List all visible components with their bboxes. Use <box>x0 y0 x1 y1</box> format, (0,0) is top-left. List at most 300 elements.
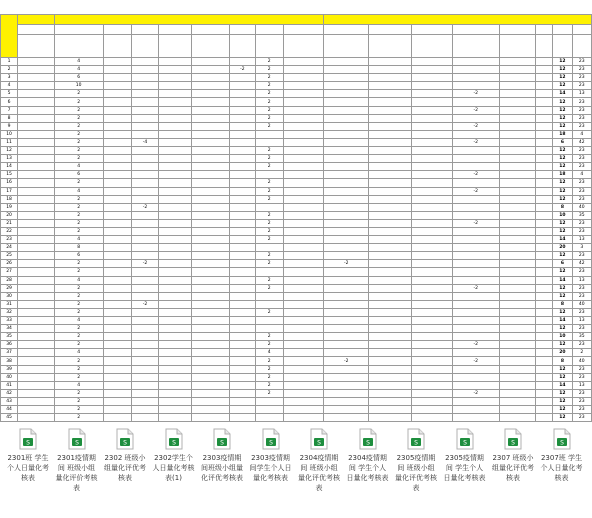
score-cell[interactable] <box>283 317 324 325</box>
score-cell[interactable] <box>283 260 324 268</box>
student-name-cell[interactable] <box>18 414 54 422</box>
score-cell[interactable] <box>369 203 412 211</box>
score-cell[interactable] <box>191 98 230 106</box>
student-name-cell[interactable] <box>18 122 54 130</box>
score-cell[interactable] <box>499 284 535 292</box>
score-cell[interactable] <box>230 414 256 422</box>
score-cell[interactable] <box>159 389 191 397</box>
score-cell[interactable] <box>536 373 553 381</box>
score-cell[interactable] <box>131 406 159 414</box>
score-cell[interactable] <box>283 163 324 171</box>
score-cell[interactable] <box>324 58 369 66</box>
student-name-cell[interactable] <box>18 300 54 308</box>
score-cell[interactable] <box>230 90 256 98</box>
score-cell[interactable] <box>131 211 159 219</box>
student-name-cell[interactable] <box>18 244 54 252</box>
score-cell[interactable]: 2 <box>54 365 103 373</box>
row-number-cell[interactable]: 23 <box>1 236 18 244</box>
student-name-cell[interactable] <box>18 341 54 349</box>
score-cell[interactable] <box>369 365 412 373</box>
row-number-cell[interactable]: 19 <box>1 203 18 211</box>
score-cell[interactable]: 2 <box>54 414 103 422</box>
score-cell[interactable] <box>159 414 191 422</box>
score-cell[interactable] <box>412 227 453 235</box>
total-score-cell[interactable]: 12 <box>553 122 572 130</box>
score-cell[interactable] <box>230 333 256 341</box>
score-cell[interactable] <box>230 325 256 333</box>
student-name-cell[interactable] <box>18 179 54 187</box>
score-cell[interactable] <box>159 122 191 130</box>
score-cell[interactable] <box>369 373 412 381</box>
score-cell[interactable] <box>283 308 324 316</box>
score-cell[interactable] <box>324 333 369 341</box>
row-number-cell[interactable]: 38 <box>1 357 18 365</box>
score-cell[interactable] <box>452 300 499 308</box>
rank-cell[interactable]: 35 <box>572 333 591 341</box>
score-cell[interactable] <box>499 227 535 235</box>
row-number-cell[interactable]: 30 <box>1 292 18 300</box>
score-cell[interactable] <box>191 155 230 163</box>
score-cell[interactable] <box>412 260 453 268</box>
score-cell[interactable] <box>536 268 553 276</box>
score-cell[interactable] <box>159 276 191 284</box>
total-score-cell[interactable]: 12 <box>553 219 572 227</box>
score-cell[interactable]: 2 <box>54 106 103 114</box>
score-cell[interactable] <box>103 98 131 106</box>
score-cell[interactable] <box>230 74 256 82</box>
score-cell[interactable] <box>255 171 283 179</box>
score-cell[interactable] <box>324 406 369 414</box>
score-cell[interactable] <box>159 292 191 300</box>
file-item[interactable] <box>6 428 50 483</box>
header-spacer[interactable] <box>572 25 591 35</box>
file-item[interactable] <box>443 428 487 483</box>
score-cell[interactable] <box>191 219 230 227</box>
score-cell[interactable] <box>103 373 131 381</box>
score-cell[interactable] <box>103 187 131 195</box>
score-cell[interactable] <box>103 58 131 66</box>
rank-cell[interactable]: 23 <box>572 219 591 227</box>
score-cell[interactable]: 2 <box>54 219 103 227</box>
score-cell[interactable] <box>159 317 191 325</box>
score-cell[interactable] <box>536 341 553 349</box>
rank-cell[interactable]: 23 <box>572 58 591 66</box>
score-cell[interactable] <box>324 147 369 155</box>
student-name-cell[interactable] <box>18 276 54 284</box>
score-cell[interactable] <box>369 268 412 276</box>
score-cell[interactable]: -2 <box>452 90 499 98</box>
score-cell[interactable] <box>230 155 256 163</box>
header-spacer[interactable] <box>230 25 256 35</box>
score-cell[interactable] <box>131 187 159 195</box>
score-cell[interactable] <box>131 365 159 373</box>
score-cell[interactable] <box>412 130 453 138</box>
score-cell[interactable]: 2 <box>54 155 103 163</box>
score-cell[interactable] <box>536 252 553 260</box>
score-cell[interactable] <box>369 90 412 98</box>
score-cell[interactable] <box>369 292 412 300</box>
score-cell[interactable] <box>283 66 324 74</box>
score-cell[interactable]: -2 <box>452 341 499 349</box>
score-cell[interactable] <box>369 138 412 146</box>
score-cell[interactable]: 2 <box>54 308 103 316</box>
score-cell[interactable] <box>230 268 256 276</box>
score-cell[interactable] <box>499 203 535 211</box>
score-cell[interactable] <box>412 300 453 308</box>
score-cell[interactable] <box>536 114 553 122</box>
score-cell[interactable] <box>324 211 369 219</box>
score-cell[interactable] <box>324 365 369 373</box>
score-cell[interactable] <box>131 252 159 260</box>
score-cell[interactable] <box>191 163 230 171</box>
score-cell[interactable] <box>103 414 131 422</box>
score-cell[interactable] <box>230 211 256 219</box>
score-cell[interactable] <box>324 179 369 187</box>
file-item[interactable] <box>200 428 244 483</box>
score-cell[interactable] <box>369 106 412 114</box>
score-cell[interactable] <box>159 58 191 66</box>
total-score-cell[interactable]: 12 <box>553 389 572 397</box>
score-cell[interactable] <box>131 195 159 203</box>
score-cell[interactable] <box>191 308 230 316</box>
student-name-cell[interactable] <box>18 90 54 98</box>
score-cell[interactable] <box>191 276 230 284</box>
score-cell[interactable] <box>536 122 553 130</box>
score-cell[interactable] <box>159 300 191 308</box>
score-cell[interactable] <box>412 397 453 405</box>
score-cell[interactable] <box>103 155 131 163</box>
score-cell[interactable] <box>255 130 283 138</box>
score-cell[interactable] <box>536 365 553 373</box>
total-score-cell[interactable]: 6 <box>553 260 572 268</box>
score-cell[interactable] <box>255 138 283 146</box>
column-header[interactable] <box>499 35 535 58</box>
rank-cell[interactable]: 23 <box>572 82 591 90</box>
score-cell[interactable] <box>283 357 324 365</box>
column-header[interactable] <box>412 35 453 58</box>
row-number-cell[interactable]: 1 <box>1 58 18 66</box>
score-cell[interactable] <box>499 187 535 195</box>
score-cell[interactable] <box>412 308 453 316</box>
total-score-cell[interactable]: 20 <box>553 244 572 252</box>
score-cell[interactable] <box>283 74 324 82</box>
score-cell[interactable] <box>324 171 369 179</box>
score-cell[interactable] <box>103 66 131 74</box>
total-score-cell[interactable]: 14 <box>553 236 572 244</box>
score-cell[interactable] <box>324 292 369 300</box>
total-score-cell[interactable]: 12 <box>553 195 572 203</box>
score-cell[interactable] <box>536 244 553 252</box>
score-cell[interactable] <box>131 308 159 316</box>
score-cell[interactable] <box>283 365 324 373</box>
score-cell[interactable] <box>499 349 535 357</box>
score-cell[interactable] <box>452 406 499 414</box>
student-name-cell[interactable] <box>18 227 54 235</box>
score-cell[interactable]: 2 <box>54 130 103 138</box>
score-cell[interactable] <box>159 211 191 219</box>
score-cell[interactable] <box>369 227 412 235</box>
score-cell[interactable] <box>103 292 131 300</box>
score-cell[interactable]: 4 <box>54 317 103 325</box>
score-cell[interactable]: 4 <box>54 349 103 357</box>
score-cell[interactable] <box>412 357 453 365</box>
score-cell[interactable] <box>324 317 369 325</box>
total-score-cell[interactable]: 18 <box>553 130 572 138</box>
score-cell[interactable]: 6 <box>54 74 103 82</box>
score-cell[interactable] <box>230 300 256 308</box>
score-cell[interactable]: 2 <box>255 357 283 365</box>
score-cell[interactable] <box>131 389 159 397</box>
score-cell[interactable] <box>452 325 499 333</box>
score-cell[interactable] <box>131 90 159 98</box>
score-cell[interactable] <box>499 397 535 405</box>
score-cell[interactable] <box>324 397 369 405</box>
total-score-cell[interactable]: 12 <box>553 74 572 82</box>
total-score-cell[interactable]: 18 <box>553 171 572 179</box>
score-cell[interactable] <box>103 138 131 146</box>
score-cell[interactable] <box>499 406 535 414</box>
row-number-cell[interactable]: 2 <box>1 66 18 74</box>
rank-cell[interactable]: 2 <box>572 349 591 357</box>
score-cell[interactable] <box>103 406 131 414</box>
score-cell[interactable] <box>536 236 553 244</box>
score-cell[interactable]: 2 <box>54 114 103 122</box>
score-cell[interactable] <box>499 236 535 244</box>
score-cell[interactable] <box>499 130 535 138</box>
score-cell[interactable]: 2 <box>255 260 283 268</box>
score-cell[interactable] <box>230 58 256 66</box>
rank-cell[interactable]: 23 <box>572 187 591 195</box>
score-cell[interactable] <box>131 227 159 235</box>
score-cell[interactable] <box>283 58 324 66</box>
score-cell[interactable] <box>191 397 230 405</box>
rank-cell[interactable]: 40 <box>572 300 591 308</box>
score-cell[interactable] <box>159 187 191 195</box>
score-cell[interactable] <box>536 98 553 106</box>
row-number-cell[interactable]: 39 <box>1 365 18 373</box>
score-cell[interactable] <box>283 122 324 130</box>
score-cell[interactable]: -4 <box>131 138 159 146</box>
score-cell[interactable]: 2 <box>54 147 103 155</box>
total-score-cell[interactable]: 20 <box>553 349 572 357</box>
score-cell[interactable] <box>191 236 230 244</box>
student-name-cell[interactable] <box>18 333 54 341</box>
score-cell[interactable] <box>412 406 453 414</box>
score-cell[interactable] <box>324 325 369 333</box>
score-cell[interactable] <box>499 333 535 341</box>
row-number-cell[interactable]: 6 <box>1 98 18 106</box>
score-cell[interactable] <box>230 381 256 389</box>
score-cell[interactable] <box>536 219 553 227</box>
score-cell[interactable]: 2 <box>54 333 103 341</box>
student-name-cell[interactable] <box>18 130 54 138</box>
score-cell[interactable] <box>536 130 553 138</box>
row-number-cell[interactable]: 35 <box>1 333 18 341</box>
rank-cell[interactable]: 13 <box>572 276 591 284</box>
score-cell[interactable] <box>230 227 256 235</box>
total-score-cell[interactable]: 14 <box>553 381 572 389</box>
score-cell[interactable] <box>283 147 324 155</box>
score-cell[interactable] <box>283 236 324 244</box>
score-cell[interactable] <box>131 381 159 389</box>
score-cell[interactable] <box>324 82 369 90</box>
score-cell[interactable]: 2 <box>54 373 103 381</box>
score-cell[interactable] <box>369 406 412 414</box>
score-cell[interactable] <box>369 414 412 422</box>
total-score-cell[interactable]: 8 <box>553 357 572 365</box>
score-cell[interactable] <box>103 236 131 244</box>
rank-cell[interactable]: 23 <box>572 74 591 82</box>
row-number-cell[interactable]: 21 <box>1 219 18 227</box>
score-cell[interactable] <box>412 179 453 187</box>
score-cell[interactable] <box>103 357 131 365</box>
score-cell[interactable] <box>191 373 230 381</box>
score-cell[interactable] <box>499 74 535 82</box>
score-cell[interactable] <box>412 414 453 422</box>
score-cell[interactable] <box>369 381 412 389</box>
score-cell[interactable] <box>499 219 535 227</box>
total-score-cell[interactable]: 6 <box>553 138 572 146</box>
score-cell[interactable] <box>369 284 412 292</box>
file-item[interactable] <box>103 428 147 483</box>
row-number-cell[interactable]: 20 <box>1 211 18 219</box>
score-cell[interactable] <box>499 58 535 66</box>
score-cell[interactable]: -2 <box>452 357 499 365</box>
score-cell[interactable] <box>412 106 453 114</box>
score-cell[interactable] <box>452 58 499 66</box>
score-cell[interactable] <box>191 179 230 187</box>
score-cell[interactable]: 2 <box>54 268 103 276</box>
score-cell[interactable] <box>283 325 324 333</box>
score-cell[interactable] <box>369 397 412 405</box>
score-cell[interactable] <box>324 74 369 82</box>
score-cell[interactable] <box>131 397 159 405</box>
score-cell[interactable] <box>131 236 159 244</box>
score-cell[interactable] <box>283 284 324 292</box>
score-cell[interactable] <box>499 211 535 219</box>
score-cell[interactable]: 2 <box>54 260 103 268</box>
rank-cell[interactable]: 23 <box>572 122 591 130</box>
header-spacer[interactable] <box>452 25 499 35</box>
total-score-cell[interactable]: 12 <box>553 414 572 422</box>
score-cell[interactable] <box>131 114 159 122</box>
score-cell[interactable] <box>452 292 499 300</box>
row-number-cell[interactable]: 33 <box>1 317 18 325</box>
score-cell[interactable]: 2 <box>255 252 283 260</box>
rank-cell[interactable]: 4 <box>572 171 591 179</box>
score-cell[interactable] <box>191 203 230 211</box>
score-cell[interactable] <box>324 244 369 252</box>
score-cell[interactable] <box>230 373 256 381</box>
score-cell[interactable] <box>131 122 159 130</box>
header-spacer[interactable] <box>412 25 453 35</box>
score-cell[interactable] <box>283 276 324 284</box>
score-cell[interactable] <box>191 300 230 308</box>
score-cell[interactable] <box>412 341 453 349</box>
score-cell[interactable] <box>103 365 131 373</box>
score-cell[interactable]: -2 <box>131 203 159 211</box>
score-cell[interactable] <box>452 373 499 381</box>
score-cell[interactable] <box>536 171 553 179</box>
score-cell[interactable] <box>536 90 553 98</box>
score-cell[interactable] <box>369 389 412 397</box>
score-cell[interactable] <box>283 130 324 138</box>
total-score-cell[interactable]: 14 <box>553 276 572 284</box>
score-cell[interactable] <box>499 163 535 171</box>
row-number-cell[interactable]: 26 <box>1 260 18 268</box>
score-cell[interactable] <box>283 349 324 357</box>
student-name-cell[interactable] <box>18 147 54 155</box>
score-cell[interactable] <box>452 333 499 341</box>
score-cell[interactable] <box>536 381 553 389</box>
score-cell[interactable] <box>369 308 412 316</box>
score-cell[interactable] <box>131 414 159 422</box>
score-cell[interactable] <box>103 325 131 333</box>
score-cell[interactable] <box>283 397 324 405</box>
score-cell[interactable] <box>452 252 499 260</box>
score-cell[interactable] <box>412 373 453 381</box>
rank-cell[interactable]: 23 <box>572 341 591 349</box>
student-name-cell[interactable] <box>18 163 54 171</box>
student-name-cell[interactable] <box>18 252 54 260</box>
score-cell[interactable] <box>230 187 256 195</box>
score-cell[interactable] <box>159 203 191 211</box>
score-cell[interactable] <box>131 98 159 106</box>
score-cell[interactable]: 2 <box>54 325 103 333</box>
score-cell[interactable] <box>369 195 412 203</box>
score-cell[interactable] <box>452 260 499 268</box>
score-cell[interactable]: 4 <box>54 58 103 66</box>
score-cell[interactable]: 4 <box>54 163 103 171</box>
score-cell[interactable] <box>131 106 159 114</box>
score-cell[interactable] <box>324 227 369 235</box>
score-cell[interactable] <box>230 82 256 90</box>
score-cell[interactable] <box>499 171 535 179</box>
total-score-cell[interactable]: 12 <box>553 397 572 405</box>
score-cell[interactable] <box>452 163 499 171</box>
score-cell[interactable] <box>159 130 191 138</box>
header-spacer[interactable] <box>255 25 283 35</box>
score-cell[interactable] <box>131 349 159 357</box>
score-cell[interactable] <box>369 130 412 138</box>
score-cell[interactable] <box>191 325 230 333</box>
score-cell[interactable]: 2 <box>255 106 283 114</box>
score-cell[interactable] <box>536 74 553 82</box>
score-cell[interactable] <box>103 349 131 357</box>
score-cell[interactable] <box>369 236 412 244</box>
score-cell[interactable] <box>412 389 453 397</box>
score-cell[interactable] <box>103 203 131 211</box>
score-cell[interactable] <box>230 98 256 106</box>
score-cell[interactable] <box>452 381 499 389</box>
score-cell[interactable] <box>369 114 412 122</box>
column-header[interactable] <box>255 35 283 58</box>
score-cell[interactable] <box>230 106 256 114</box>
score-cell[interactable] <box>191 130 230 138</box>
score-cell[interactable] <box>536 106 553 114</box>
rank-cell[interactable]: 40 <box>572 357 591 365</box>
row-number-cell[interactable]: 36 <box>1 341 18 349</box>
rank-cell[interactable]: 23 <box>572 325 591 333</box>
score-cell[interactable] <box>103 74 131 82</box>
total-score-cell[interactable]: 12 <box>553 325 572 333</box>
header-spacer[interactable] <box>54 25 103 35</box>
rank-cell[interactable]: 23 <box>572 389 591 397</box>
score-cell[interactable] <box>255 292 283 300</box>
score-cell[interactable] <box>412 58 453 66</box>
score-cell[interactable]: 2 <box>54 227 103 235</box>
score-cell[interactable] <box>452 130 499 138</box>
